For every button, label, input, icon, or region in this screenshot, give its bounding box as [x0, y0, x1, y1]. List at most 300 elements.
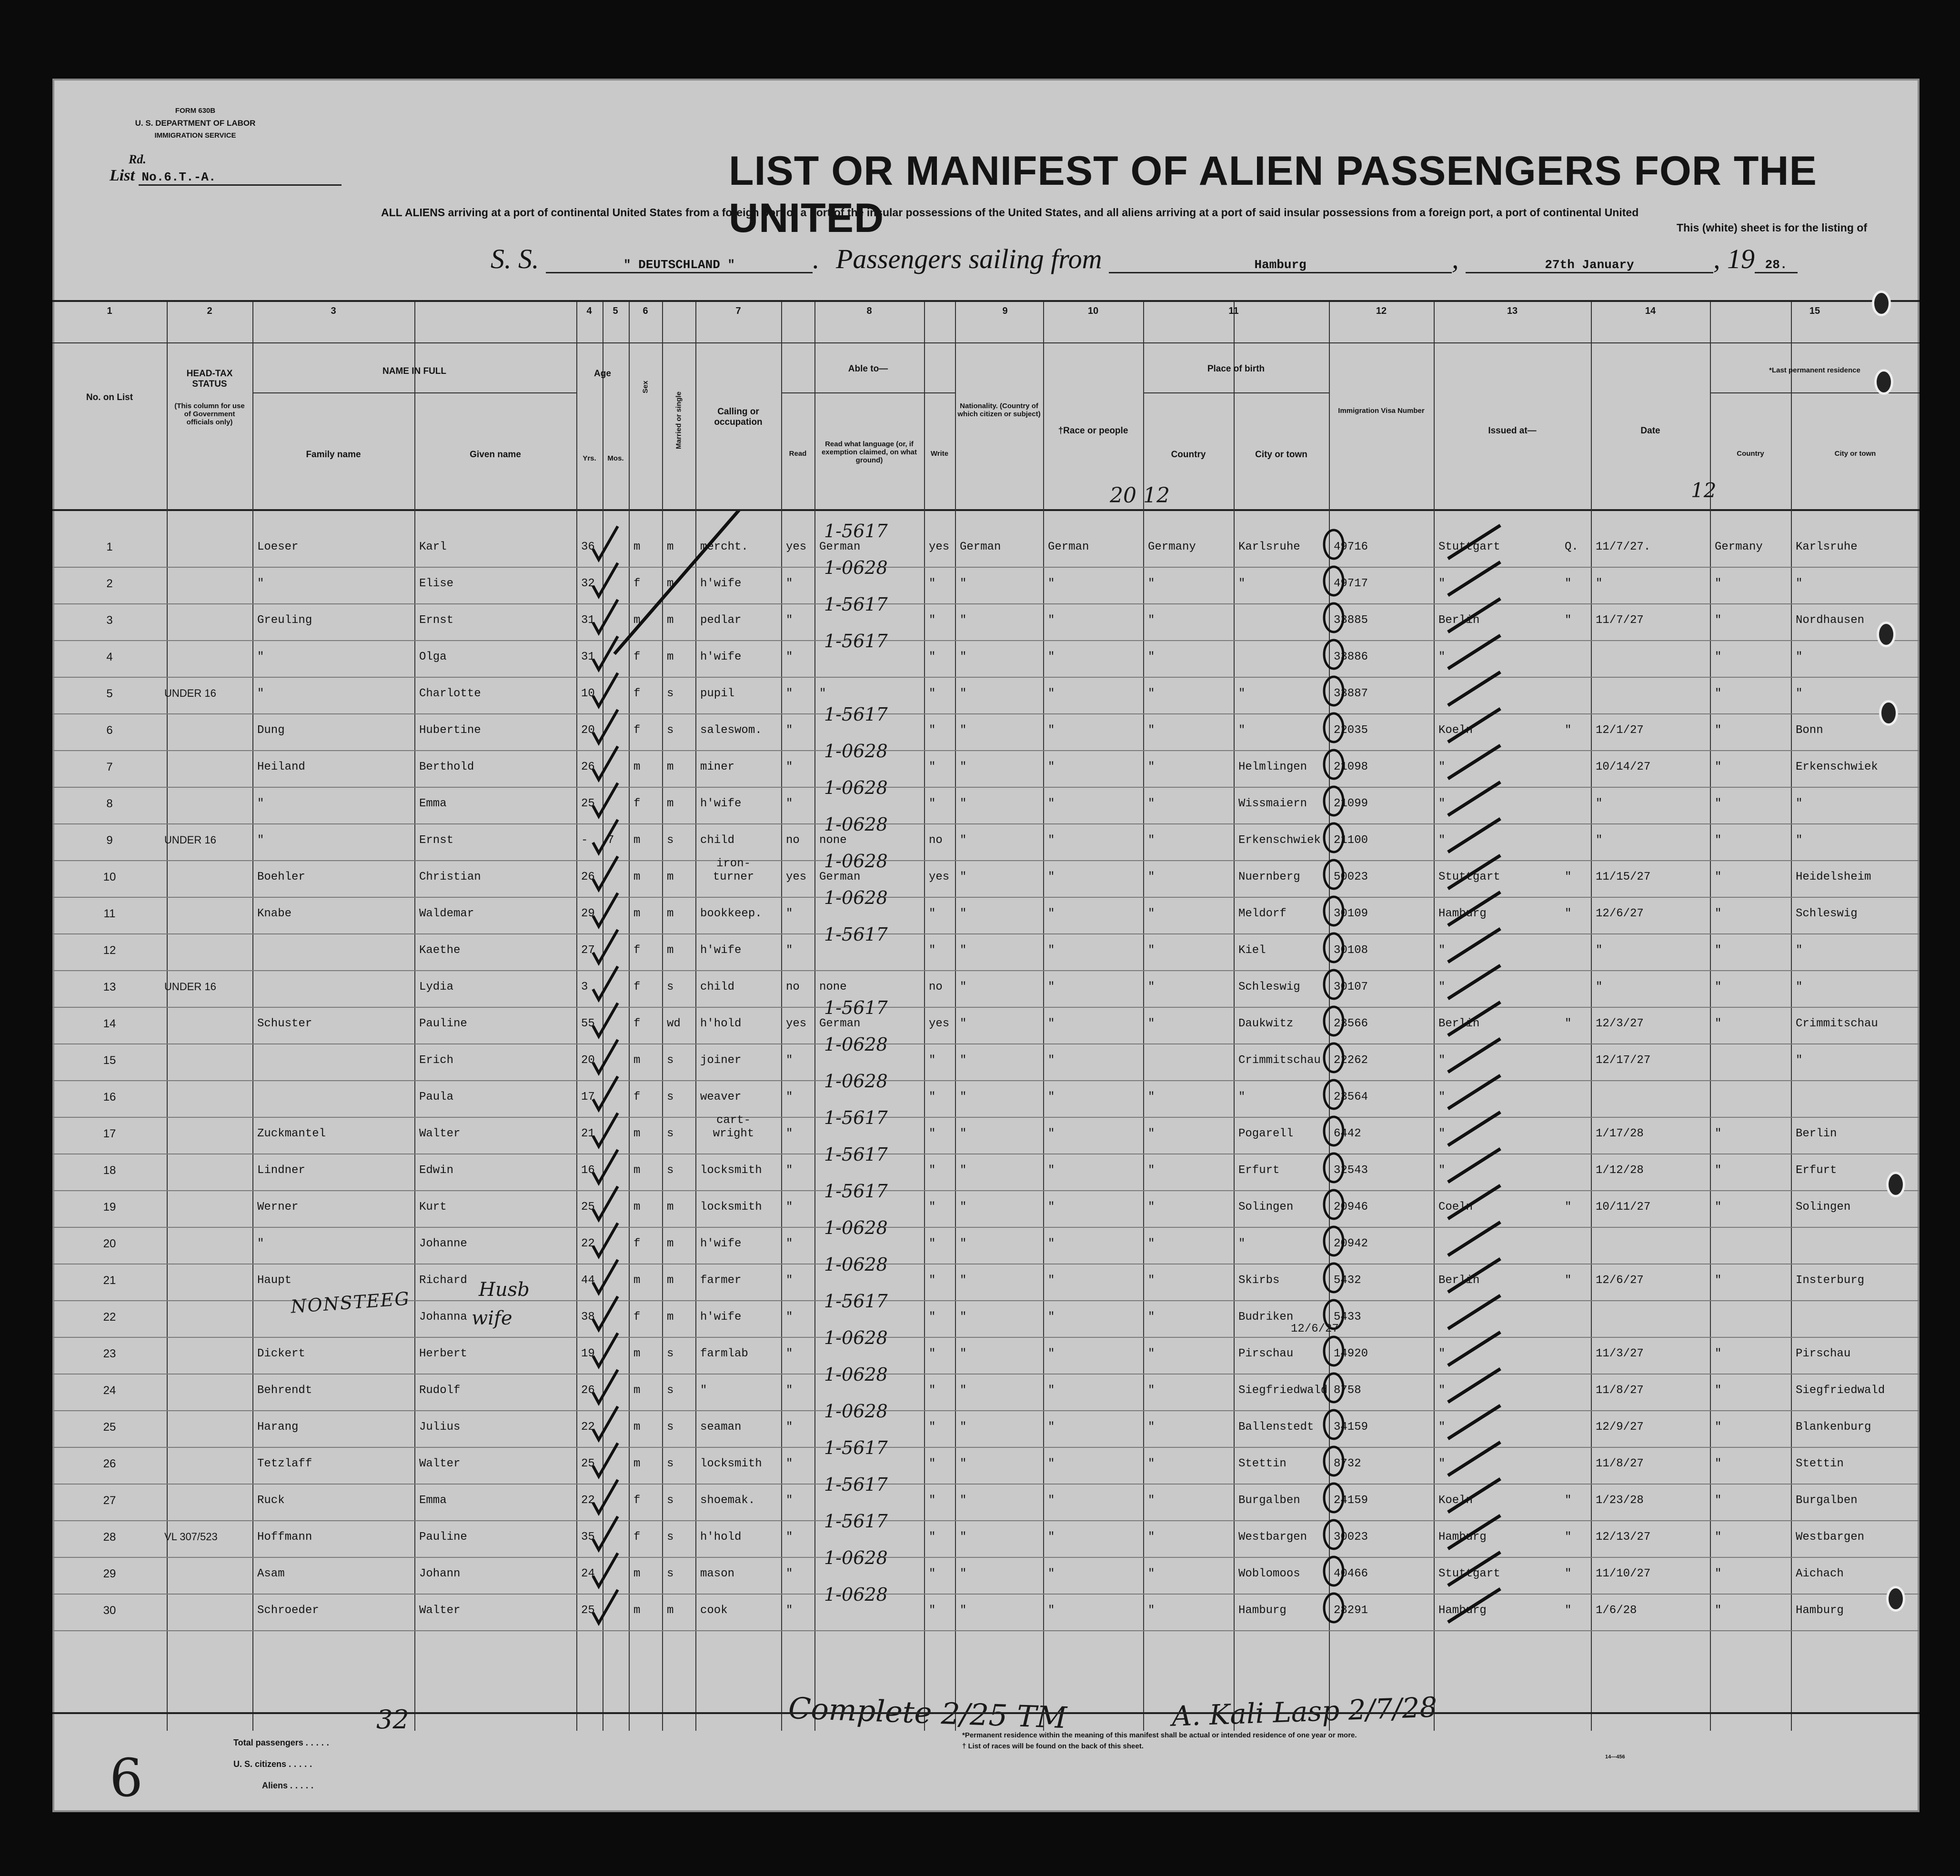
table-row: [52, 1114, 1920, 1154]
cell-given: Johann: [419, 1567, 461, 1580]
cell-write: ": [929, 1127, 936, 1140]
cell-race: ": [1048, 1054, 1055, 1067]
cell-bcountry: ": [1148, 1567, 1155, 1580]
cell-rcountry: ": [1715, 651, 1722, 663]
cell-rcity: ": [1796, 797, 1803, 810]
cell-calling: farmlab: [700, 1347, 748, 1360]
cell-write: ": [929, 724, 936, 737]
handwritten-code: 1-5617: [824, 1511, 888, 1532]
cell-bcity: ": [1238, 1091, 1246, 1104]
cell-yrs: 22: [581, 1494, 595, 1507]
cell-bcountry: ": [1148, 1421, 1155, 1434]
cell-rcity: Insterburg: [1796, 1274, 1865, 1287]
cell-calling: child: [700, 981, 735, 993]
cell-date: 12/3/27: [1596, 1017, 1644, 1030]
header-family-name: Family name: [306, 450, 361, 460]
cell-bcountry: ": [1148, 1017, 1155, 1030]
cell-no: 28: [103, 1531, 116, 1544]
cell-rcity: Heidelsheim: [1796, 871, 1871, 883]
cell-visa: 8732: [1334, 1457, 1361, 1470]
cell-read: ": [786, 1311, 793, 1324]
cell-write: ": [929, 577, 936, 590]
cell-write: ": [929, 761, 936, 773]
handwritten-code: 1-5617: [824, 1291, 888, 1312]
cell-visa: 30108: [1334, 944, 1368, 957]
cell-given: Kurt: [419, 1201, 447, 1214]
cell-bcity: Stettin: [1238, 1457, 1287, 1470]
cell-calling: h'wife: [700, 944, 742, 957]
cell-read: ": [786, 577, 793, 590]
cell-rcity: Siegfriedwald: [1796, 1384, 1885, 1397]
cell-bcity: Erfurt: [1238, 1164, 1280, 1177]
cell-yrs: 26: [581, 1384, 595, 1397]
cell-calling: cart- wright: [713, 1114, 754, 1140]
cell-bcity: Daukwitz: [1238, 1017, 1294, 1030]
cell-rcountry: Germany: [1715, 541, 1763, 553]
cell-visa: 14920: [1334, 1347, 1368, 1360]
handwritten-code: 1-5617: [824, 521, 888, 542]
page-title: LIST OR MANIFEST OF ALIEN PASSENGERS FOR THE UNITED: [729, 148, 1817, 241]
cell-bcountry: ": [1148, 1091, 1155, 1104]
cell-ms: s: [667, 1494, 674, 1507]
cell-race: ": [1048, 1017, 1055, 1030]
cell-bcountry: ": [1148, 1457, 1155, 1470]
table-row: [52, 1043, 1920, 1081]
cell-given: Johanna: [419, 1311, 467, 1324]
column-number: 12: [1376, 306, 1387, 316]
cell-rcountry: ": [1715, 614, 1722, 627]
cell-date: 11/15/27: [1596, 871, 1651, 883]
table-row: [52, 567, 1920, 604]
cell-race: ": [1048, 1164, 1055, 1177]
cell-bcountry: ": [1148, 651, 1155, 663]
cell-tax: UNDER 16: [164, 834, 216, 846]
cell-nat: ": [960, 651, 967, 663]
cell-quota: Q.: [1565, 541, 1578, 553]
cell-visa: 50023: [1334, 871, 1368, 883]
cell-no: 16: [103, 1091, 116, 1104]
cell-date: 12/17/27: [1596, 1054, 1651, 1067]
cell-bcountry: ": [1148, 1127, 1155, 1140]
cell-given: Christian: [419, 871, 481, 883]
cell-bcountry: ": [1148, 1201, 1155, 1214]
cell-race: ": [1048, 1494, 1055, 1507]
header-calling: Calling or occupation: [714, 407, 763, 427]
cell-issued: ": [1438, 1347, 1446, 1360]
cell-no: 5: [106, 687, 113, 700]
column-number: 6: [643, 306, 648, 316]
cell-read: ": [786, 1127, 793, 1140]
cell-read: ": [786, 1531, 793, 1544]
cell-rcity: Bonn: [1796, 724, 1823, 737]
cell-quota: ": [1565, 724, 1572, 737]
cell-sex: m: [633, 834, 641, 847]
cell-bcity: Pirschau: [1238, 1347, 1294, 1360]
cell-rcity: Nordhausen: [1796, 614, 1865, 627]
header-rule: [781, 392, 955, 393]
cell-family: ": [257, 687, 264, 700]
table-row: [52, 1594, 1920, 1631]
cell-sex: m: [633, 1567, 641, 1580]
table-row: [52, 640, 1920, 678]
header-read: Read: [789, 450, 807, 458]
cell-write: yes: [929, 1017, 950, 1030]
cell-rcity: Aichach: [1796, 1567, 1844, 1580]
cell-calling: seaman: [700, 1421, 742, 1434]
cell-nat: ": [960, 1567, 967, 1580]
cell-visa: 5433: [1334, 1311, 1361, 1324]
cell-write: ": [929, 1274, 936, 1287]
binder-hole: [1886, 1586, 1905, 1612]
cell-family: Ruck: [257, 1494, 285, 1507]
cell-visa: 30109: [1334, 907, 1368, 920]
cell-calling: pedlar: [700, 614, 742, 627]
cell-write: ": [929, 1494, 936, 1507]
cell-quota: ": [1565, 577, 1572, 590]
cell-ms: s: [667, 687, 674, 700]
cell-race: ": [1048, 1237, 1055, 1250]
handwritten-code: 1-0628: [824, 741, 888, 762]
cell-yrs: 19: [581, 1347, 595, 1360]
cell-issued: Koeln: [1438, 1494, 1473, 1507]
cell-rcity: Karlsruhe: [1796, 541, 1858, 553]
cell-visa: 23566: [1334, 1017, 1368, 1030]
cell-visa: 22262: [1334, 1054, 1368, 1067]
cell-ms: s: [667, 724, 674, 737]
cell-yrs: 31: [581, 651, 595, 663]
cell-issued: Stuttgart: [1438, 871, 1500, 883]
cell-given: Kaethe: [419, 944, 461, 957]
column-number: 9: [1002, 306, 1008, 316]
cell-bcountry: ": [1148, 577, 1155, 590]
table-row: [52, 787, 1920, 824]
cell-nat: ": [960, 1017, 967, 1030]
cell-given: Julius: [419, 1421, 461, 1434]
cell-date: 12/6/27: [1596, 907, 1644, 920]
cell-issued: ": [1438, 1384, 1446, 1397]
cell-issued: ": [1438, 981, 1446, 993]
cell-race: ": [1048, 614, 1055, 627]
cell-write: ": [929, 1347, 936, 1360]
cell-issued: ": [1438, 1127, 1446, 1140]
cell-race: ": [1048, 761, 1055, 773]
cell-nat: ": [960, 1127, 967, 1140]
handwritten-code: 1-0628: [824, 1547, 888, 1568]
list-value: No.6.T.-A.: [139, 170, 342, 186]
cell-ms: m: [667, 1237, 674, 1250]
binder-hole: [1886, 1172, 1905, 1197]
cell-ms: m: [667, 761, 674, 773]
cell-write: ": [929, 1384, 936, 1397]
cell-visa: 49716: [1334, 541, 1368, 553]
cell-write: ": [929, 1531, 936, 1544]
cell-race: ": [1048, 1421, 1055, 1434]
header-country: Country: [1171, 450, 1206, 460]
cell-quota: ": [1565, 871, 1572, 883]
cell-rcountry: ": [1715, 577, 1722, 590]
cell-race: ": [1048, 981, 1055, 993]
cell-quota: ": [1565, 1604, 1572, 1617]
cell-bcity: Karlsruhe: [1238, 541, 1300, 553]
cell-rcountry: ": [1715, 1201, 1722, 1214]
cell-visa: 21100: [1334, 834, 1368, 847]
cell-read: ": [786, 1421, 793, 1434]
cell-bcity: Skirbs: [1238, 1274, 1280, 1287]
cell-bcity: Solingen: [1238, 1201, 1294, 1214]
handwritten-code: 1-0628: [824, 1327, 888, 1348]
cell-date: 12/13/27: [1596, 1531, 1651, 1544]
ship-prefix: S. S.: [491, 243, 539, 274]
subtitle: [381, 205, 1867, 235]
cell-read: ": [786, 1164, 793, 1177]
header-race: †Race or people: [1058, 426, 1128, 436]
page-count: 32: [376, 1705, 409, 1735]
cell-quota: ": [1565, 907, 1572, 920]
cell-visa: 33887: [1334, 687, 1368, 700]
column-number: 14: [1645, 306, 1656, 316]
cell-race: ": [1048, 1347, 1055, 1360]
cell-nat: ": [960, 761, 967, 773]
cell-bcountry: ": [1148, 1347, 1155, 1360]
column-number: 5: [613, 306, 618, 316]
cell-bcity: Westbargen: [1238, 1531, 1307, 1544]
departure-port: Hamburg: [1109, 258, 1452, 273]
cell-rcountry: ": [1715, 907, 1722, 920]
cell-bcity: Burgalben: [1238, 1494, 1300, 1507]
cell-yrs: -: [581, 834, 588, 847]
header-res-country: Country: [1737, 450, 1764, 458]
cell-calling: pupil: [700, 687, 735, 700]
signature: A. Kali Lasp 2/7/28: [1171, 1691, 1438, 1733]
cell-issued: Stuttgart: [1438, 541, 1500, 553]
subtitle-line-2: This (white) sheet is for the listing of: [1677, 221, 1867, 234]
header-issued-at: Issued at—: [1488, 426, 1537, 436]
cell-family: Lindner: [257, 1164, 305, 1177]
cell-lang: none: [819, 981, 847, 993]
cell-bcity: Siegfriedwald: [1238, 1384, 1328, 1397]
cell-calling: weaver: [700, 1091, 742, 1104]
cell-race: ": [1048, 1311, 1055, 1324]
cell-ms: s: [667, 1091, 674, 1104]
service-label: IMMIGRATION SERVICE: [154, 131, 236, 140]
header-head-tax: HEAD-TAX STATUS: [186, 369, 233, 389]
cell-bcity: Meldorf: [1238, 907, 1287, 920]
handwritten-code: 1-0628: [824, 814, 888, 835]
cell-date: 1/23/28: [1596, 1494, 1644, 1507]
corner-mark: 6: [110, 1747, 143, 1808]
cell-nat: ": [960, 1054, 967, 1067]
cell-race: ": [1048, 1384, 1055, 1397]
cell-ms: s: [667, 1164, 674, 1177]
cell-nat: ": [960, 944, 967, 957]
print-code: 14—456: [1605, 1754, 1625, 1760]
cell-ms: m: [667, 614, 674, 627]
cell-date: 11/7/27.: [1596, 541, 1651, 553]
cell-date: 11/8/27: [1596, 1457, 1644, 1470]
cell-date: 12/6/27: [1596, 1274, 1644, 1287]
cell-yrs: 29: [581, 907, 595, 920]
cell-race: ": [1048, 1567, 1055, 1580]
cell-rcountry: ": [1715, 1127, 1722, 1140]
cell-rcountry: ": [1715, 761, 1722, 773]
header-rule: [1143, 392, 1329, 393]
cell-mos: 7: [607, 834, 614, 847]
column-number: 7: [735, 306, 741, 316]
cell-write: ": [929, 651, 936, 663]
cell-family: Harang: [257, 1421, 299, 1434]
cell-sex: f: [633, 1311, 641, 1324]
cell-read: yes: [786, 1017, 807, 1030]
list-number: [110, 152, 342, 186]
cell-visa: 21098: [1334, 761, 1368, 773]
cell-ms: m: [667, 871, 674, 883]
table-row: [52, 750, 1920, 788]
cell-visa: 21099: [1334, 797, 1368, 810]
cell-bcity: Kiel: [1238, 944, 1266, 957]
header-visa: Immigration Visa Number: [1338, 407, 1425, 415]
cell-no: 19: [103, 1201, 116, 1214]
year-suffix: 28.: [1755, 258, 1798, 273]
cell-bcountry: ": [1148, 1237, 1155, 1250]
cell-date: 11/8/27: [1596, 1384, 1644, 1397]
cell-date: 10/11/27: [1596, 1201, 1651, 1214]
cell-bcity: Wissmaiern: [1238, 797, 1307, 810]
cell-visa: 24159: [1334, 1494, 1368, 1507]
cell-yrs: 25: [581, 1457, 595, 1470]
manifest-table: [52, 300, 1920, 1702]
cell-issued: Berlin: [1438, 614, 1480, 627]
total-passengers-label: Total passengers .....: [233, 1738, 332, 1747]
header-city-or-town: City or town: [1255, 450, 1307, 460]
cell-family: Zuckmantel: [257, 1127, 326, 1140]
cell-rcountry: ": [1715, 981, 1722, 993]
cell-ms: wd: [667, 1017, 681, 1030]
table-row: [52, 1337, 1920, 1374]
column-number: 11: [1228, 306, 1239, 316]
cell-issued: Berlin: [1438, 1017, 1480, 1030]
cell-write: ": [929, 944, 936, 957]
cell-bcountry: ": [1148, 1164, 1155, 1177]
cell-read: ": [786, 761, 793, 773]
cell-rcountry: ": [1715, 1421, 1722, 1434]
cell-write: ": [929, 1091, 936, 1104]
cell-bcity: Schleswig: [1238, 981, 1300, 993]
cell-date: 1/17/28: [1596, 1127, 1644, 1140]
departure-date: 27th January: [1466, 258, 1713, 273]
cell-write: ": [929, 1604, 936, 1617]
cell-rcountry: ": [1715, 871, 1722, 883]
table-row: [52, 713, 1920, 751]
cell-ms: s: [667, 1421, 674, 1434]
cell-calling: h'wife: [700, 1311, 742, 1324]
cell-nat: ": [960, 1604, 967, 1617]
surname-correction: NONSTEEG: [290, 1288, 411, 1317]
cell-no: 29: [103, 1567, 116, 1580]
handwritten-code: 1-0628: [824, 851, 888, 872]
header-place-of-birth: Place of birth: [1207, 364, 1265, 374]
cell-given: Walter: [419, 1127, 461, 1140]
cell-bcountry: ": [1148, 944, 1155, 957]
cell-sex: f: [633, 797, 641, 810]
column-number: 13: [1507, 306, 1518, 316]
cell-issued: ": [1438, 797, 1446, 810]
cell-rcountry: ": [1715, 724, 1722, 737]
header-write: Write: [930, 450, 949, 458]
cell-no: 27: [103, 1494, 116, 1507]
binder-hole: [1874, 369, 1893, 395]
cell-no: 9: [106, 834, 113, 847]
cell-yrs: 20: [581, 1054, 595, 1067]
cell-family: ": [257, 651, 264, 663]
cell-yrs: 25: [581, 1201, 595, 1214]
cell-read: no: [786, 834, 800, 847]
cell-race: ": [1048, 1457, 1055, 1470]
cell-given: Walter: [419, 1457, 461, 1470]
cell-bcity: Nuernberg: [1238, 871, 1300, 883]
cell-nat: ": [960, 907, 967, 920]
cell-visa: 32543: [1334, 1164, 1368, 1177]
header-name-in-full: NAME IN FULL: [382, 366, 447, 376]
cell-quota: ": [1565, 1274, 1572, 1287]
cell-yrs: 16: [581, 1164, 595, 1177]
handwritten-code: 1-0628: [824, 1584, 888, 1605]
header-head-tax-note: (This column for use of Government officials only): [174, 402, 245, 426]
cell-family: ": [257, 1237, 264, 1250]
cell-ms: m: [667, 577, 674, 590]
cell-rcountry: ": [1715, 1604, 1722, 1617]
cell-ms: s: [667, 1457, 674, 1470]
cell-given: Lydia: [419, 981, 454, 993]
cell-issued: Hamburg: [1438, 907, 1487, 920]
cell-yrs: 24: [581, 1567, 595, 1580]
cell-yrs: 3: [581, 981, 588, 993]
cell-yrs: 32: [581, 577, 595, 590]
cell-rcountry: ": [1715, 1017, 1722, 1030]
cell-given: Karl: [419, 541, 447, 553]
visa-extra: 12/6/27: [1291, 1323, 1339, 1335]
handwritten-code: 1-0628: [824, 1217, 888, 1238]
cell-date: 10/14/27: [1596, 761, 1651, 773]
cell-ms: m: [667, 797, 674, 810]
cell-read: ": [786, 687, 793, 700]
cell-visa: 23564: [1334, 1091, 1368, 1104]
cell-yrs: 38: [581, 1311, 595, 1324]
cell-family: Tetzlaff: [257, 1457, 312, 1470]
cell-write: ": [929, 1311, 936, 1324]
cell-write: yes: [929, 541, 950, 553]
cell-yrs: 10: [581, 687, 595, 700]
cell-given: Ernst: [419, 834, 454, 847]
cell-no: 25: [103, 1421, 116, 1434]
cell-visa: 20946: [1334, 1201, 1368, 1214]
footnote-races: † List of races will be found on the back of this sheet.: [962, 1742, 1144, 1750]
cell-given: Berthold: [419, 761, 474, 773]
cell-visa: 6442: [1334, 1127, 1361, 1140]
cell-read: no: [786, 981, 800, 993]
cell-calling: h'wife: [700, 1237, 742, 1250]
table-row: [52, 933, 1920, 971]
cell-no: 2: [106, 577, 113, 590]
handwritten-code: 1-5617: [824, 1144, 888, 1165]
cell-no: 21: [103, 1274, 116, 1287]
cell-sex: m: [633, 1274, 641, 1287]
table-row: [52, 1447, 1920, 1485]
cell-no: 6: [106, 724, 113, 737]
cell-rcity: Hamburg: [1796, 1604, 1844, 1617]
cell-calling: saleswom.: [700, 724, 762, 737]
cell-family: Schuster: [257, 1017, 312, 1030]
cell-yrs: 44: [581, 1274, 595, 1287]
